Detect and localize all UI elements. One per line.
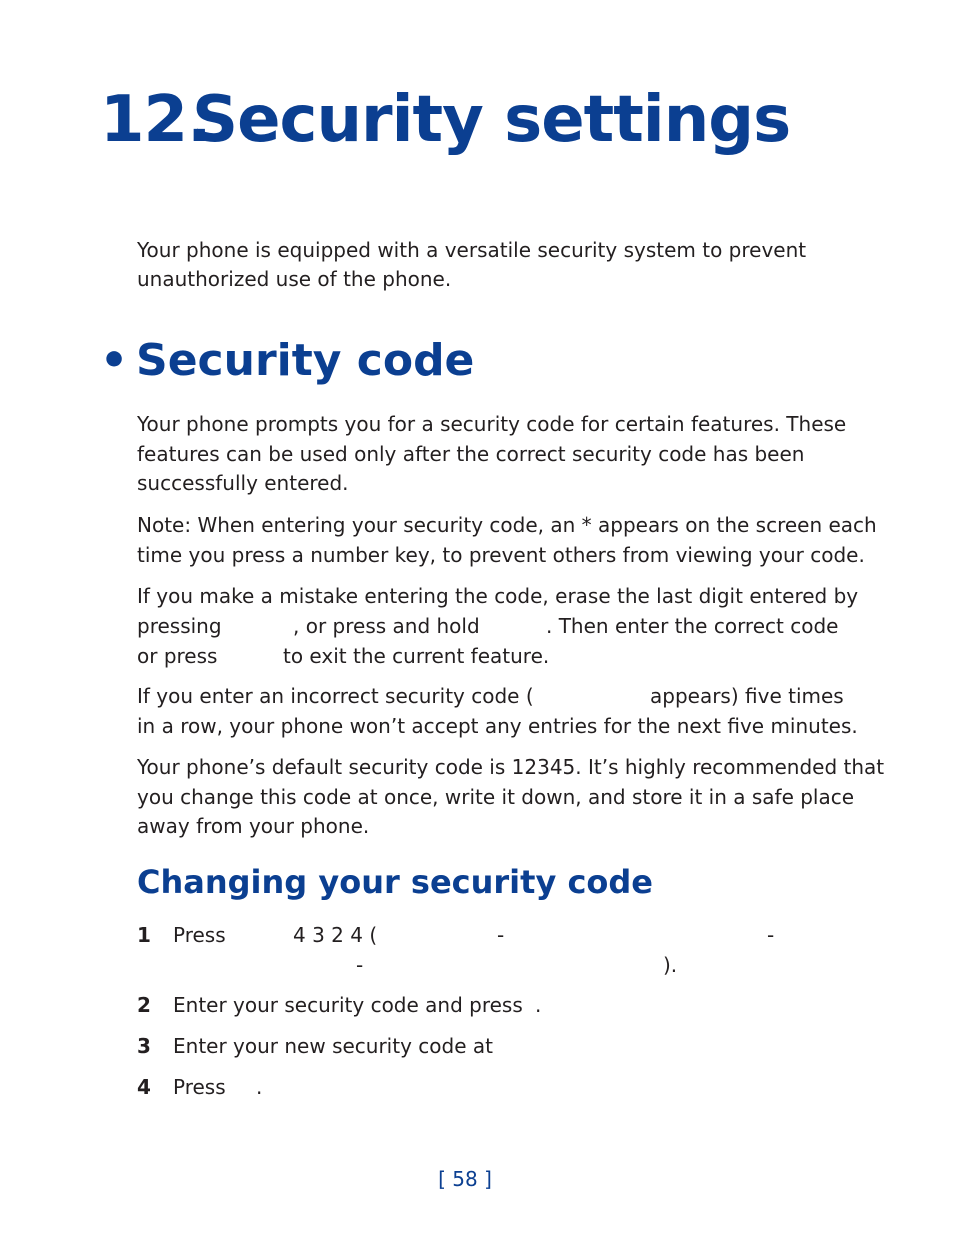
section-title: Security code	[136, 335, 475, 386]
subsection-title: Changing your security code	[137, 863, 653, 901]
step-2-text: Enter your security code and press	[173, 993, 523, 1017]
step-3-number: 3	[137, 1034, 151, 1058]
p3-line-2a: pressing	[137, 614, 222, 638]
p4-line-1a: If you enter an incorrect security code (	[137, 684, 534, 708]
p4-line-2: in a row, your phone won’t accept any entries for the next five minutes.	[137, 714, 858, 738]
bullet-icon: •	[100, 335, 129, 386]
intro-line-2: unauthorized use of the phone.	[137, 267, 452, 291]
chapter-number: 12.	[100, 83, 211, 157]
p3-line-3a: or press	[137, 644, 218, 668]
p3-line-3b: to exit the current feature.	[283, 644, 550, 668]
step-4-period: .	[256, 1075, 263, 1099]
p1-line-2: features can be used only after the correct security code has been	[137, 442, 805, 466]
step-3-text: Enter your new security code at	[173, 1034, 493, 1058]
p2-line-1: Note: When entering your security code, an * appears on the screen each	[137, 513, 877, 537]
section-heading	[100, 334, 474, 388]
p1-line-1: Your phone prompts you for a security code for certain features. These	[137, 412, 847, 436]
chapter-title	[100, 84, 790, 156]
step-4-press: Press	[173, 1075, 226, 1099]
step-1-code: 4 3 2 4 (	[293, 923, 378, 947]
p1-line-3: successfully entered.	[137, 471, 349, 495]
step-1-dash-3: -	[356, 953, 364, 977]
p5-line-2: you change this code at once, write it down, and store it in a safe place	[137, 785, 855, 809]
step-1-press: Press	[173, 923, 226, 947]
step-2-number: 2	[137, 993, 151, 1017]
step-1-dash-2: -	[767, 923, 775, 947]
p3-line-1: If you make a mistake entering the code, erase the last digit entered by	[137, 584, 859, 608]
page-number: [ 58 ]	[438, 1167, 492, 1191]
p3-line-2b: , or press and hold	[293, 614, 480, 638]
step-4-number: 4	[137, 1075, 151, 1099]
step-1-close: ).	[663, 953, 678, 977]
step-2-period: .	[535, 993, 542, 1017]
chapter-title-text: Security settings	[192, 83, 791, 157]
p5-line-1: Your phone’s default security code is 12345. It’s highly recommended that	[137, 755, 885, 779]
step-1-dash-1: -	[497, 923, 505, 947]
p5-line-3: away from your phone.	[137, 814, 370, 838]
p2-line-2: time you press a number key, to prevent others from viewing your code.	[137, 543, 865, 567]
p4-line-1b: appears) five times	[650, 684, 844, 708]
step-1-number: 1	[137, 923, 151, 947]
intro-line-1: Your phone is equipped with a versatile security system to prevent	[137, 238, 807, 262]
p3-line-2c: . Then enter the correct code	[546, 614, 839, 638]
